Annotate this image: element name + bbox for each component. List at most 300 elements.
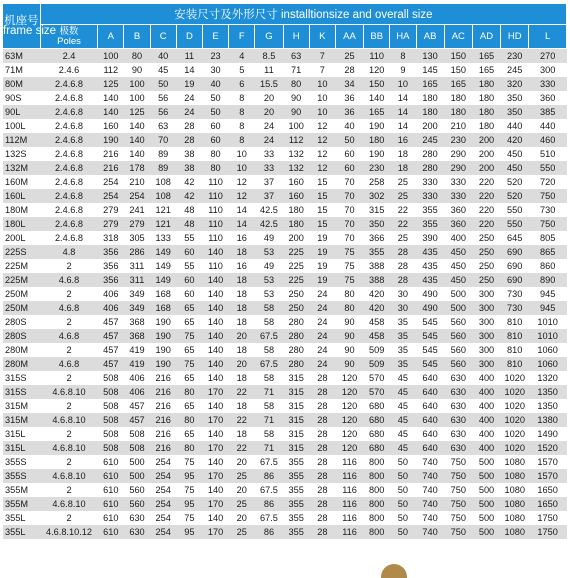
dimension-cell: 28 xyxy=(309,371,335,385)
dimension-cell: 116 xyxy=(335,483,363,497)
dimension-cell: 350 xyxy=(501,91,529,105)
dimension-cell: 508 xyxy=(124,441,150,455)
dimension-cell: 1570 xyxy=(529,469,567,483)
dimension-cell: 65 xyxy=(176,315,202,329)
dimension-cell: 450 xyxy=(444,259,472,273)
dimension-cell: 11 xyxy=(255,63,283,77)
frame-size-cell: 315L xyxy=(3,441,40,455)
dimension-cell: 450 xyxy=(501,147,529,161)
dimension-cell: 250 xyxy=(283,287,309,301)
dimension-cell: 241 xyxy=(124,203,150,217)
dimension-cell: 508 xyxy=(98,371,124,385)
dimension-cell: 610 xyxy=(98,511,124,525)
dimension-cell: 28 xyxy=(309,427,335,441)
poles-cell: 2.4.6.8 xyxy=(40,147,97,161)
dimension-cell: 65 xyxy=(176,301,202,315)
dimension-cell: 216 xyxy=(150,427,176,441)
dimension-cell: 35 xyxy=(390,315,416,329)
dimension-cell: 645 xyxy=(501,231,529,245)
dimension-cell: 67.5 xyxy=(255,455,283,469)
dimension-cell: 254 xyxy=(124,189,150,203)
dimension-cell: 18 xyxy=(390,161,416,175)
dimension-cell: 140 xyxy=(202,343,228,357)
dimension-cell: 315 xyxy=(283,441,309,455)
column-header-b: B xyxy=(124,25,150,49)
dimension-cell: 490 xyxy=(416,287,444,301)
dimension-cell: 90 xyxy=(335,357,363,371)
poles-cell: 2.4.6.8 xyxy=(40,175,97,189)
dimension-cell: 75 xyxy=(176,455,202,469)
dimension-cell: 279 xyxy=(98,203,124,217)
dimension-cell: 258 xyxy=(364,175,390,189)
dimension-cell: 630 xyxy=(444,441,472,455)
dimension-cell: 120 xyxy=(364,63,390,77)
poles-cell: 2 xyxy=(40,371,97,385)
frame-size-cell: 90L xyxy=(3,105,40,119)
dimension-cell: 67.5 xyxy=(255,329,283,343)
dimension-cell: 302 xyxy=(364,189,390,203)
dimension-cell: 4 xyxy=(229,49,255,64)
dimension-cell: 28 xyxy=(335,63,363,77)
dimension-cell: 58 xyxy=(255,371,283,385)
dimension-cell: 48 xyxy=(176,203,202,217)
dimension-cell: 279 xyxy=(124,217,150,231)
dimension-cell: 1020 xyxy=(501,413,529,427)
dimension-cell: 24 xyxy=(309,357,335,371)
dimension-cell: 190 xyxy=(364,147,390,161)
dimension-cell: 1060 xyxy=(529,343,567,357)
table-row xyxy=(3,273,567,287)
table-row xyxy=(3,91,567,105)
dimension-cell: 180 xyxy=(472,119,500,133)
dimension-cell: 22 xyxy=(229,413,255,427)
table-row xyxy=(3,301,567,315)
dimension-cell: 121 xyxy=(150,217,176,231)
dimension-cell: 1020 xyxy=(501,427,529,441)
dimension-cell: 86 xyxy=(255,497,283,511)
dimension-cell: 1080 xyxy=(501,511,529,525)
dimension-cell: 20 xyxy=(229,357,255,371)
poles-label-cn: 极数 xyxy=(59,25,79,37)
dimension-cell: 1080 xyxy=(501,525,529,539)
dimension-cell: 14 xyxy=(390,91,416,105)
table-row xyxy=(3,441,567,455)
dimension-cell: 170 xyxy=(202,441,228,455)
column-header-ha: HA xyxy=(390,25,416,49)
dimension-cell: 690 xyxy=(501,245,529,259)
dimension-cell: 10 xyxy=(309,77,335,91)
dimension-cell: 28 xyxy=(309,441,335,455)
dimension-cell: 1020 xyxy=(501,399,529,413)
table-row xyxy=(3,315,567,329)
dimension-cell: 570 xyxy=(364,371,390,385)
dimension-cell: 25 xyxy=(335,49,363,64)
dimension-cell: 70 xyxy=(335,189,363,203)
dimension-cell: 320 xyxy=(501,77,529,91)
dimension-cell: 640 xyxy=(416,371,444,385)
dimension-cell: 71 xyxy=(255,441,283,455)
dimension-cell: 70 xyxy=(150,133,176,147)
dimension-cell: 45 xyxy=(390,441,416,455)
table-row xyxy=(3,357,567,371)
dimension-cell: 90 xyxy=(335,343,363,357)
dimension-cell: 86 xyxy=(255,525,283,539)
dimension-cell: 45 xyxy=(390,399,416,413)
dimension-cell: 140 xyxy=(202,427,228,441)
dimension-cell: 610 xyxy=(98,455,124,469)
dimension-cell: 180 xyxy=(283,203,309,217)
dimension-cell: 18 xyxy=(229,371,255,385)
dimension-cell: 190 xyxy=(150,329,176,343)
dimension-cell: 23 xyxy=(202,49,228,64)
dimension-cell: 8 xyxy=(229,91,255,105)
dimension-cell: 406 xyxy=(98,301,124,315)
dimension-cell: 125 xyxy=(98,77,124,91)
dimension-cell: 63 xyxy=(283,49,309,64)
dimension-cell: 120 xyxy=(335,399,363,413)
dimension-cell: 120 xyxy=(335,371,363,385)
frame-size-cell: 90S xyxy=(3,91,40,105)
table-row xyxy=(3,77,567,91)
dimension-cell: 190 xyxy=(98,133,124,147)
dimension-cell: 750 xyxy=(444,483,472,497)
column-header-l: L xyxy=(529,25,567,49)
dimension-cell: 458 xyxy=(364,329,390,343)
table-row xyxy=(3,63,567,77)
dimension-cell: 149 xyxy=(150,273,176,287)
dimension-cell: 400 xyxy=(444,231,472,245)
table-row xyxy=(3,147,567,161)
dimension-cell: 120 xyxy=(335,427,363,441)
frame-size-cell: 80M xyxy=(3,77,40,91)
dimension-cell: 160 xyxy=(98,119,124,133)
dimension-cell: 19 xyxy=(176,77,202,91)
dimension-cell: 160 xyxy=(283,175,309,189)
dimension-cell: 28 xyxy=(309,455,335,469)
poles-cell: 2.4.6.8 xyxy=(40,105,97,119)
dimension-cell: 120 xyxy=(335,385,363,399)
dimension-cell: 690 xyxy=(501,273,529,287)
table-row xyxy=(3,497,567,511)
dimension-cell: 610 xyxy=(98,525,124,539)
table-row xyxy=(3,483,567,497)
column-header-hd: HD xyxy=(501,25,529,49)
dimension-cell: 70 xyxy=(335,175,363,189)
dimension-cell: 50 xyxy=(202,91,228,105)
dimension-cell: 60 xyxy=(176,287,202,301)
dimension-cell: 20 xyxy=(229,455,255,469)
dimension-cell: 1010 xyxy=(529,315,567,329)
dimension-cell: 25 xyxy=(229,525,255,539)
dimension-cell: 133 xyxy=(150,231,176,245)
table-row xyxy=(3,371,567,385)
brand-logo-icon xyxy=(381,564,407,578)
dimension-cell: 690 xyxy=(501,259,529,273)
dimension-cell: 435 xyxy=(416,259,444,273)
dimension-cell: 7 xyxy=(309,63,335,77)
dimension-cell: 360 xyxy=(444,203,472,217)
dimension-cell: 55 xyxy=(176,231,202,245)
dimension-cell: 680 xyxy=(364,399,390,413)
dimension-cell: 245 xyxy=(416,133,444,147)
frame-size-cell: 180L xyxy=(3,217,40,231)
column-header-ab: AB xyxy=(416,25,444,49)
frame-size-cell: 355S xyxy=(3,455,40,469)
dimension-cell: 400 xyxy=(472,441,500,455)
dimension-cell: 60 xyxy=(202,133,228,147)
dimension-cell: 160 xyxy=(283,189,309,203)
dimension-cell: 500 xyxy=(472,525,500,539)
dimension-cell: 165 xyxy=(472,63,500,77)
dimension-cell: 640 xyxy=(416,413,444,427)
dimension-cell: 360 xyxy=(444,217,472,231)
dimension-cell: 280 xyxy=(283,315,309,329)
dimension-cell: 355 xyxy=(416,203,444,217)
dimension-cell: 80 xyxy=(202,161,228,175)
dimension-cell: 254 xyxy=(150,455,176,469)
dimension-cell: 740 xyxy=(416,497,444,511)
dimension-cell: 28 xyxy=(309,483,335,497)
dimension-cell: 120 xyxy=(335,413,363,427)
dimension-cell: 22 xyxy=(229,385,255,399)
dimension-cell: 740 xyxy=(416,455,444,469)
dimension-cell: 140 xyxy=(202,245,228,259)
dimension-cell: 225 xyxy=(283,245,309,259)
dimension-cell: 50 xyxy=(335,133,363,147)
dimension-cell: 315 xyxy=(283,371,309,385)
poles-cell: 2.4.6.8 xyxy=(40,217,97,231)
dimension-cell: 140 xyxy=(202,357,228,371)
dimension-cell: 1650 xyxy=(529,497,567,511)
dimension-cell: 545 xyxy=(416,357,444,371)
dimension-cell: 140 xyxy=(202,315,228,329)
dimension-cell: 680 xyxy=(364,413,390,427)
dimension-cell: 200 xyxy=(472,133,500,147)
dimension-cell: 18 xyxy=(390,147,416,161)
dimension-cell: 1520 xyxy=(529,441,567,455)
dimension-cell: 280 xyxy=(416,161,444,175)
dimension-cell: 800 xyxy=(364,497,390,511)
column-header-row xyxy=(3,25,567,49)
dimension-cell: 1020 xyxy=(501,441,529,455)
dimension-cell: 24 xyxy=(309,343,335,357)
dimension-cell: 305 xyxy=(124,231,150,245)
poles-cell: 2 xyxy=(40,399,97,413)
dimension-cell: 80 xyxy=(176,413,202,427)
dimension-cell: 116 xyxy=(335,497,363,511)
poles-cell: 2.4.6 xyxy=(40,63,97,77)
dimension-cell: 71 xyxy=(255,413,283,427)
dimension-cell: 35 xyxy=(390,329,416,343)
table-row xyxy=(3,287,567,301)
dimension-table-wrapper xyxy=(3,4,567,539)
dimension-cell: 490 xyxy=(416,301,444,315)
dimension-cell: 366 xyxy=(364,231,390,245)
dimension-cell: 180 xyxy=(444,105,472,119)
dimension-cell: 680 xyxy=(364,427,390,441)
dimension-cell: 350 xyxy=(364,217,390,231)
dimension-cell: 216 xyxy=(150,413,176,427)
dimension-cell: 110 xyxy=(202,175,228,189)
dimension-cell: 180 xyxy=(283,217,309,231)
dimension-cell: 419 xyxy=(124,343,150,357)
dimension-cell: 15 xyxy=(309,189,335,203)
dimension-cell: 28 xyxy=(390,273,416,287)
dimension-cell: 170 xyxy=(202,497,228,511)
dimension-cell: 225 xyxy=(283,259,309,273)
dimension-cell: 740 xyxy=(416,525,444,539)
dimension-cell: 42 xyxy=(176,189,202,203)
dimension-cell: 190 xyxy=(150,357,176,371)
dimension-cell: 16 xyxy=(229,231,255,245)
poles-cell: 4.6.8.10 xyxy=(40,469,97,483)
dimension-cell: 220 xyxy=(472,217,500,231)
dimension-cell: 12 xyxy=(309,119,335,133)
dimension-cell: 20 xyxy=(255,105,283,119)
dimension-cell: 520 xyxy=(501,189,529,203)
dimension-cell: 45 xyxy=(150,63,176,77)
dimension-cell: 110 xyxy=(202,231,228,245)
poles-cell: 2 xyxy=(40,427,97,441)
dimension-cell: 610 xyxy=(98,497,124,511)
dimension-cell: 80 xyxy=(202,147,228,161)
dimension-cell: 509 xyxy=(364,343,390,357)
dimension-cell: 356 xyxy=(98,245,124,259)
dimension-cell: 810 xyxy=(501,329,529,343)
dimension-cell: 250 xyxy=(472,273,500,287)
dimension-cell: 16 xyxy=(229,259,255,273)
dimension-cell: 12 xyxy=(229,175,255,189)
dimension-cell: 22 xyxy=(390,203,416,217)
dimension-cell: 570 xyxy=(364,385,390,399)
dimension-cell: 18 xyxy=(229,399,255,413)
dimension-cell: 75 xyxy=(176,483,202,497)
dimension-cell: 750 xyxy=(444,525,472,539)
column-header-c: C xyxy=(150,25,176,49)
dimension-cell: 70 xyxy=(335,217,363,231)
dimension-cell: 270 xyxy=(529,49,567,64)
dimension-cell: 300 xyxy=(472,301,500,315)
dimension-cell: 420 xyxy=(364,287,390,301)
table-header xyxy=(3,4,567,49)
dimension-cell: 355 xyxy=(283,525,309,539)
dimension-cell: 945 xyxy=(529,301,567,315)
table-row xyxy=(3,175,567,189)
table-row xyxy=(3,259,567,273)
dimension-cell: 550 xyxy=(501,203,529,217)
poles-cell: 2.4.6.8 xyxy=(40,119,97,133)
dimension-cell: 170 xyxy=(202,413,228,427)
dimension-cell: 116 xyxy=(335,511,363,525)
dimension-cell: 116 xyxy=(335,525,363,539)
dimension-cell: 450 xyxy=(444,245,472,259)
dimension-cell: 20 xyxy=(255,91,283,105)
dimension-cell: 50 xyxy=(390,469,416,483)
dimension-cell: 168 xyxy=(150,301,176,315)
dimension-cell: 40 xyxy=(335,119,363,133)
dimension-cell: 1320 xyxy=(529,371,567,385)
dimension-cell: 140 xyxy=(124,147,150,161)
dimension-cell: 80 xyxy=(283,77,309,91)
dimension-cell: 89 xyxy=(150,161,176,175)
dimension-cell: 1010 xyxy=(529,329,567,343)
dimension-cell: 1020 xyxy=(501,371,529,385)
dimension-cell: 250 xyxy=(472,245,500,259)
dimension-cell: 450 xyxy=(444,273,472,287)
dimension-cell: 311 xyxy=(124,259,150,273)
dimension-cell: 18 xyxy=(229,245,255,259)
dimension-cell: 18 xyxy=(229,273,255,287)
table-row xyxy=(3,105,567,119)
dimension-cell: 630 xyxy=(444,413,472,427)
dimension-cell: 7 xyxy=(309,49,335,64)
dimension-cell: 500 xyxy=(472,511,500,525)
dimension-cell: 630 xyxy=(444,385,472,399)
frame-size-cell: 160M xyxy=(3,175,40,189)
dimension-cell: 640 xyxy=(416,399,444,413)
dimension-cell: 6 xyxy=(229,77,255,91)
dimension-cell: 34 xyxy=(335,77,363,91)
poles-cell: 4.6.8 xyxy=(40,329,97,343)
dimension-cell: 508 xyxy=(98,413,124,427)
frame-label-en: frame size xyxy=(3,25,57,37)
poles-cell: 4.6.8 xyxy=(40,301,97,315)
dimension-cell: 560 xyxy=(444,315,472,329)
dimension-cell: 38 xyxy=(176,147,202,161)
dimension-cell: 53 xyxy=(255,245,283,259)
dimension-cell: 356 xyxy=(98,273,124,287)
dimension-cell: 500 xyxy=(444,287,472,301)
dimension-cell: 95 xyxy=(176,497,202,511)
dimension-cell: 230 xyxy=(364,161,390,175)
frame-size-cell: 280S xyxy=(3,329,40,343)
dimension-cell: 190 xyxy=(364,119,390,133)
dimension-cell: 25 xyxy=(229,469,255,483)
dimension-cell: 125 xyxy=(124,105,150,119)
poles-cell: 2 xyxy=(40,511,97,525)
dimension-cell: 311 xyxy=(124,273,150,287)
dimension-cell: 315 xyxy=(283,427,309,441)
dimension-cell: 300 xyxy=(472,315,500,329)
dimension-cell: 58 xyxy=(255,427,283,441)
dimension-cell: 315 xyxy=(283,413,309,427)
dimension-cell: 190 xyxy=(150,315,176,329)
dimension-cell: 130 xyxy=(416,49,444,64)
poles-cell: 2.4.6.8 xyxy=(40,161,97,175)
dimension-cell: 508 xyxy=(98,427,124,441)
dimension-cell: 10 xyxy=(229,147,255,161)
dimension-cell: 230 xyxy=(501,49,529,64)
dimension-cell: 400 xyxy=(472,413,500,427)
dimension-cell: 25 xyxy=(390,231,416,245)
dimension-cell: 65 xyxy=(176,399,202,413)
dimension-cell: 1350 xyxy=(529,385,567,399)
dimension-cell: 220 xyxy=(472,189,500,203)
dimension-cell: 450 xyxy=(501,161,529,175)
frame-size-cell: 160L xyxy=(3,189,40,203)
dimension-cell: 180 xyxy=(416,91,444,105)
dimension-cell: 315 xyxy=(364,203,390,217)
frame-size-cell: 355L xyxy=(3,511,40,525)
dimension-cell: 75 xyxy=(176,329,202,343)
frame-size-cell: 355L xyxy=(3,525,40,539)
dimension-cell: 56 xyxy=(150,105,176,119)
dimension-cell: 90 xyxy=(124,63,150,77)
dimension-cell: 355 xyxy=(283,469,309,483)
dimension-cell: 1750 xyxy=(529,511,567,525)
dimension-cell: 14 xyxy=(390,105,416,119)
dimension-cell: 58 xyxy=(255,399,283,413)
